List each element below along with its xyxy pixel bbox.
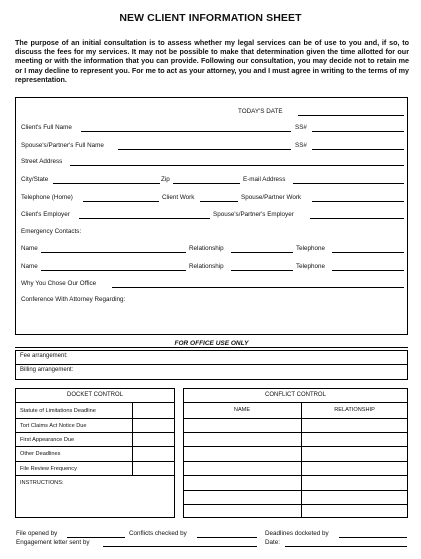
- client-work-field[interactable]: [200, 201, 238, 202]
- city-state-field[interactable]: [53, 183, 160, 184]
- docket-control-heading: DOCKET CONTROL: [67, 392, 123, 398]
- spouse-work-label: Spouse/Partner Work: [241, 194, 302, 201]
- ss-field-1[interactable]: [312, 131, 404, 132]
- intro-paragraph: The purpose of an initial consultation is to assess whether my legal services can be of use to you and, if so, to discuss the fees for my services. It may not be possible to make that determination given the time allotted for our meeting or with the information that you can provide. Following our consultation, you may decide not to retain me or I may decline to represent you. For me to act as your attorney, you and I must agree in writing to the terms of my representation.: [15, 38, 409, 84]
- emergency-name-label-1: Name: [21, 245, 38, 252]
- deadlines-docketed-label: Deadlines docketed by: [265, 530, 329, 537]
- zip-field[interactable]: [173, 183, 240, 184]
- street-address-field[interactable]: [70, 165, 404, 166]
- docket-row-1: Statute of Limitations Deadline: [20, 408, 96, 414]
- clients-employer-label: Client's Employer: [21, 211, 70, 218]
- docket-row-line-5: [15, 475, 175, 476]
- zip-label: Zip: [161, 176, 170, 183]
- conflict-heading-line: [183, 402, 408, 403]
- conflict-control-heading: CONFLICT CONTROL: [265, 392, 326, 398]
- email-field[interactable]: [293, 183, 404, 184]
- emergency-name-label-2: Name: [21, 263, 38, 270]
- conflict-column-divider: [301, 402, 302, 518]
- spouse-employer-label: Spouse's/Partner's Employer: [213, 211, 294, 218]
- telephone-label-2: Telephone: [296, 263, 326, 270]
- engagement-letter-field[interactable]: [103, 546, 257, 547]
- todays-date-label: TODAY'S DATE: [238, 108, 283, 115]
- street-address-label: Street Address: [21, 158, 63, 165]
- spouse-employer-field[interactable]: [310, 218, 404, 219]
- billing-arrangement-label: Billing arrangement:: [20, 367, 74, 373]
- emergency-name-field-2[interactable]: [41, 270, 186, 271]
- spouse-full-name-field[interactable]: [118, 149, 291, 150]
- instructions-label: INSTRUCTIONS:: [20, 480, 64, 486]
- city-state-label: City/State: [21, 176, 49, 183]
- telephone-home-field[interactable]: [83, 201, 159, 202]
- docket-row-line-3: [15, 446, 175, 447]
- telephone-home-label: Telephone (Home): [21, 194, 73, 201]
- date-field[interactable]: [285, 546, 407, 547]
- telephone-label-1: Telephone: [296, 245, 326, 252]
- clients-full-name-label: Client's Full Name: [21, 124, 72, 131]
- why-chose-field[interactable]: [112, 287, 404, 288]
- file-opened-label: File opened by: [16, 530, 58, 537]
- conflicts-checked-field[interactable]: [197, 537, 257, 538]
- client-work-label: Client Work: [162, 194, 195, 201]
- date-label: Date:: [265, 539, 281, 546]
- relationship-field-2[interactable]: [231, 270, 293, 271]
- telephone-field-2[interactable]: [332, 270, 404, 271]
- conflict-row-line-6: [183, 490, 408, 491]
- conflict-row-line-5: [183, 475, 408, 476]
- why-chose-label: Why You Chose Our Office: [21, 280, 97, 287]
- conflict-name-column: NAME: [233, 407, 251, 413]
- file-opened-field[interactable]: [67, 537, 125, 538]
- emergency-name-field-1[interactable]: [41, 252, 186, 253]
- conflict-row-line-1: [183, 418, 408, 419]
- office-use-heading: FOR OFFICE USE ONLY: [174, 340, 249, 347]
- relationship-label-1: Relationship: [189, 245, 224, 252]
- ss-field-2[interactable]: [312, 149, 404, 150]
- docket-column-divider: [132, 402, 133, 475]
- spouse-work-field[interactable]: [312, 201, 404, 202]
- relationship-field-1[interactable]: [231, 252, 293, 253]
- page-title: NEW CLIENT INFORMATION SHEET: [119, 12, 302, 24]
- clients-employer-field[interactable]: [79, 218, 210, 219]
- emergency-contacts-label: Emergency Contacts:: [21, 228, 82, 235]
- fee-arrangement-label: Fee arrangement:: [20, 353, 68, 359]
- clients-full-name-field[interactable]: [81, 131, 291, 132]
- telephone-field-1[interactable]: [332, 252, 404, 253]
- office-divider: [15, 347, 408, 348]
- email-label: E-mail Address: [243, 176, 286, 183]
- todays-date-field[interactable]: [298, 115, 404, 116]
- docket-row-4: Other Deadlines: [20, 451, 61, 457]
- deadlines-docketed-field[interactable]: [339, 537, 407, 538]
- docket-row-2: Tort Claims Act Notice Due: [20, 423, 87, 429]
- conflict-relationship-column: RELATIONSHIP: [334, 407, 375, 413]
- docket-row-3: First Appearance Due: [20, 437, 75, 443]
- docket-row-line-2: [15, 432, 175, 433]
- conflict-row-line-4: [183, 461, 408, 462]
- engagement-letter-label: Engagement letter sent by: [16, 539, 90, 546]
- docket-row-5: File Review Frequency: [20, 466, 77, 472]
- conflict-row-line-3: [183, 446, 408, 447]
- conflict-row-line-2: [183, 432, 408, 433]
- ss-label-1: SS#: [295, 124, 307, 131]
- conference-label: Conference With Attorney Regarding:: [21, 296, 126, 303]
- spouse-full-name-label: Spouse's/Partner's Full Name: [21, 142, 104, 149]
- docket-row-line-1: [15, 418, 175, 419]
- conflict-row-line-7: [183, 504, 408, 505]
- conflicts-checked-label: Conflicts checked by: [129, 530, 187, 537]
- relationship-label-2: Relationship: [189, 263, 224, 270]
- fee-billing-box: [15, 350, 408, 380]
- fee-billing-divider: [15, 364, 408, 365]
- docket-row-line-4: [15, 461, 175, 462]
- ss-label-2: SS#: [295, 142, 307, 149]
- docket-heading-line: [15, 402, 175, 403]
